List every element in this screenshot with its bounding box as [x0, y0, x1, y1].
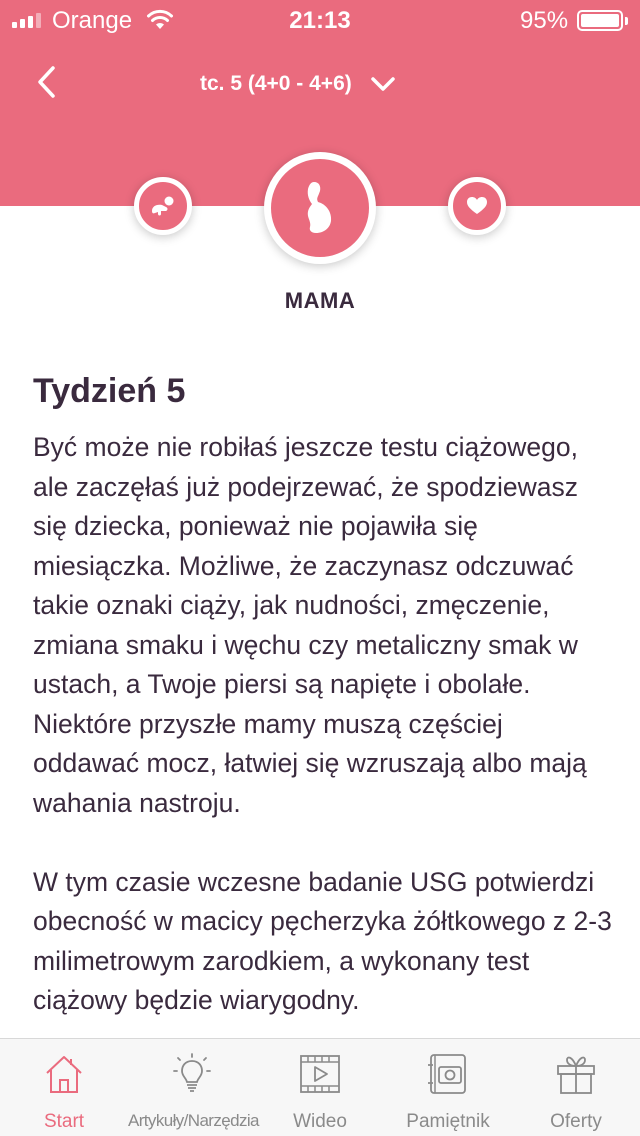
camera-diary-icon: [427, 1053, 469, 1095]
chevron-down-icon: [370, 76, 396, 92]
heart-icon: [466, 196, 488, 216]
article-body: [33, 428, 613, 1060]
tab-articles-tools[interactable]: [128, 1039, 259, 1136]
bottom-tab-bar: [0, 1038, 640, 1136]
tab-offers-label: Oferty: [550, 1111, 602, 1132]
tab-baby[interactable]: [134, 177, 192, 235]
active-tab-label: MAMA: [284, 288, 356, 313]
week-selector[interactable]: [200, 66, 396, 102]
tab-articles-tools-label: Artykuły/Narzędzia: [128, 1111, 259, 1130]
baby-icon: [149, 195, 177, 217]
pregnant-belly-icon: [300, 180, 340, 236]
clock: 21:13: [289, 7, 351, 34]
chevron-left-icon: [36, 65, 56, 99]
carrier-name: Orange: [52, 7, 133, 34]
tab-video-label: Wideo: [293, 1111, 347, 1132]
tab-video[interactable]: [256, 1039, 384, 1136]
home-icon: [44, 1053, 84, 1095]
tab-offers[interactable]: [512, 1039, 640, 1136]
tab-mama[interactable]: [264, 152, 376, 264]
video-icon: [299, 1053, 341, 1095]
back-button[interactable]: [26, 60, 66, 104]
tab-heart[interactable]: [448, 177, 506, 235]
tab-start[interactable]: [0, 1039, 128, 1136]
battery-percentage: 95%: [520, 7, 569, 34]
status-bar: [0, 0, 640, 40]
battery-tip: [625, 17, 628, 25]
week-heading: Tydzień 5: [33, 372, 186, 410]
gift-icon: [555, 1053, 597, 1095]
battery-icon: [577, 10, 623, 31]
tab-diary-label: Pamiętnik: [406, 1111, 490, 1132]
tab-diary[interactable]: [384, 1039, 512, 1136]
article-paragraph: Być może nie robiłaś jeszcze testu ciążowego, ale zaczęłaś już podejrzewać, że spodziewasz się dziecka, ponieważ nie pojawiła się miesiączka. Możliwe, że zaczynasz odczuwać takie oznaki ciąży, jak nudności, zmęczenie, zmiana smaku i węchu czy metaliczny smak w ustach, a Twoje piersi są napięte i obolałe. Niektóre przyszłe mamy muszą częściej oddawać mocz, łatwiej się wzruszają albo mają wahania nastroju.: [33, 432, 587, 818]
lightbulb-icon: [172, 1053, 212, 1095]
week-selector-label: tc. 5 (4+0 - 4+6): [200, 72, 352, 95]
tab-start-label: Start: [43, 1111, 85, 1132]
article-paragraph: W tym czasie wczesne badanie USG potwierdzi obecność w macicy pęcherzyka żółtkowego z 2-3 milimetrowym zarodkiem, a wykonany test ciążowy będzie wiarygodny.: [33, 866, 612, 1015]
